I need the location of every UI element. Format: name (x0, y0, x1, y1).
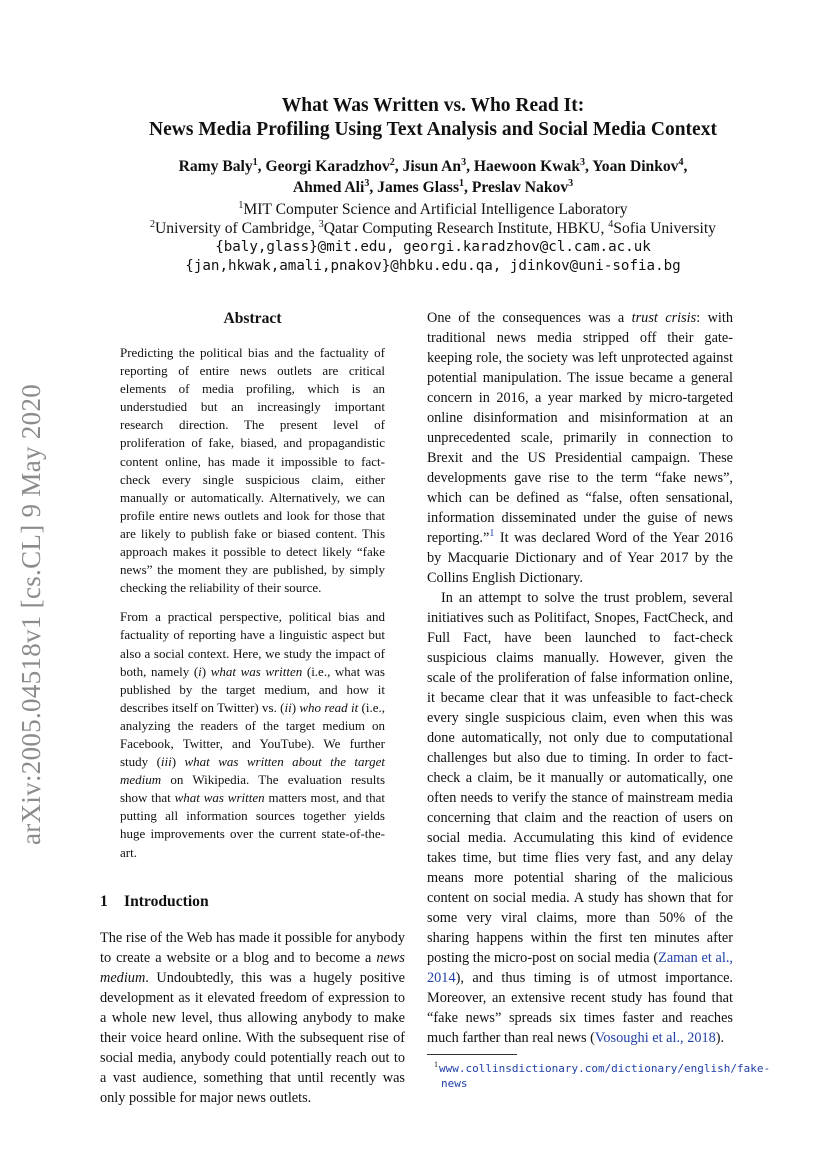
introduction-continued (427, 308, 733, 1048)
intro-paragraph-2 (427, 308, 733, 588)
text-run: ), and thus timing is of utmost importance. Moreover, an extensive recent study has found that “fake news” spreads six times faster and reaches much farther than real news ( (427, 970, 733, 1046)
footnote-mark: 1 (434, 1060, 438, 1070)
author-name: Jisun An (402, 158, 462, 175)
text-run: ) (201, 663, 211, 679)
emphasis: news medium (100, 949, 405, 986)
title-line-1: What Was Written vs. Who Read It: (281, 95, 585, 116)
author-name: Ramy Baly (178, 158, 253, 175)
text-run: . Undoubtedly, this was a hugely positive development as it elevated freedom of expression to a whole new level, thus allowing anybody to make their voice heard online. With the subsequent rise of social media, anybody could potentially reach out to a vast audience, something that until recently was only possible for major news outlets. (100, 969, 405, 1106)
abstract-heading: Abstract (223, 310, 282, 327)
author-name: Haewoon Kwak (473, 158, 581, 175)
abstract-paragraph-2 (120, 608, 385, 861)
authors-line-2: Ahmed Ali$^3$, James Glass$^1$, Preslav Nakov$^3$ (292, 177, 574, 196)
citation-link[interactable]: Zaman et al., 2014 (427, 950, 733, 986)
text-run: (i.e., analyzing the readers of the target medium on Facebook, Twitter, and YouTube). We further study ( (120, 699, 385, 770)
author-affiliation-mark: 3 (568, 177, 574, 189)
emphasis: trust crisis (631, 310, 697, 326)
affiliation-qcri: Qatar Computing Research Institute, HBKU, (323, 220, 609, 237)
text-run: : with traditional news media stripped off their gate-keeping role, the society was left unprotected against potential manipulation. The issue became a general concern in 2016, a year marked by micro-targeted online disinformation and misinformation at an unprecedented scale, primarily in connection to Brexit and the US Presidential campaign. These developments gave rise to the term “fake news”, which can be defined as “false, often sensational, information disseminated under the guise of news reporting.” (427, 310, 734, 546)
affiliation-line-2 (100, 219, 766, 238)
abstract-paragraph-1: Predicting the political bias and the factuality of reporting of entire news outlets are critical elements of media profiling, which is an understudied but an increasingly important research direction. The present level of proliferation of fake, biased, and propagandistic content online, has made it impossible to fact-check every single suspicious claim, either manually or automatically. Alternatively, we can profile entire news outlets and look for those that are likely to publish fake or biased content. This approach makes it possible to detect likely “fake news” the moment they are published, by simply checking the reliability of their source. (120, 345, 385, 596)
author-name: Georgi Karadzhov (265, 158, 390, 175)
affiliation-mark: 2 (150, 218, 156, 230)
citation-link[interactable]: Vosoughi et al., 2018 (594, 1030, 716, 1046)
text-run: The rise of the Web has made it possible for anybody to create a website or a blog and to become a (100, 929, 405, 966)
abstract-body (120, 344, 385, 862)
author-name: Preslav Nakov (471, 179, 569, 196)
emphasis: i (198, 663, 202, 679)
intro-paragraph-3 (427, 588, 733, 1048)
right-column (427, 308, 771, 1091)
text-run: One of the consequences was a (427, 310, 632, 326)
affiliation-mark: 1 (238, 199, 244, 211)
emphasis: ii (284, 699, 292, 715)
text-run: on Wikipedia. The evaluation results show that (120, 772, 385, 806)
section-title: Introduction (124, 892, 209, 910)
author-name: Ahmed Ali (292, 179, 365, 196)
email-line-2: {jan,hkwak,amali,pnakov}@hbku.edu.qa, jdinkov@uni-sofia.bg (185, 258, 681, 274)
footnote-divider (427, 1054, 517, 1055)
footnote-url-link[interactable]: www.collinsdictionary.com/dictionary/english/fake-news (439, 1062, 771, 1090)
text-run: matters most, and that putting all information sources together yields huge improvements over the current state-of-the-art. (120, 790, 385, 860)
author-affiliation-mark: 2 (389, 156, 395, 168)
author-affiliation-mark: 4 (678, 156, 684, 168)
affiliation-mark: 3 (318, 218, 324, 230)
email-line-1: {baly,glass}@mit.edu, georgi.karadzhov@cl.cam.ac.uk (215, 239, 651, 255)
introduction-body (100, 928, 405, 1108)
author-affiliation-mark: 3 (461, 156, 467, 168)
text-run: ). (715, 1030, 725, 1046)
text-run: ) (291, 699, 300, 715)
footnote (427, 1060, 771, 1091)
text-run: It was declared Word of the Year 2016 by Macquarie Dictionary and of Year 2017 by the Collins English Dictionary. (427, 530, 733, 586)
affiliation-cambridge: University of Cambridge, (155, 220, 319, 237)
author-affiliation-mark: 1 (459, 177, 465, 189)
paper-header (100, 94, 766, 276)
author-affiliation-mark: 3 (580, 156, 586, 168)
intro-paragraph-1 (100, 928, 405, 1108)
emphasis: who read it (299, 699, 359, 715)
footnote-reference[interactable]: 1 (489, 528, 495, 540)
affiliation-line-1 (100, 200, 766, 219)
emphasis: what was written (174, 790, 265, 806)
author-name: James Glass (377, 179, 460, 196)
text-run: From a practical perspective, political bias and factuality of reporting have a linguistic aspect but also a social context. Here, we study the impact of both, namely ( (120, 609, 385, 679)
authors-line-1: Ramy Baly$^1$, Georgi Karadzhov$^2$, Jisun An$^3$, Haewoon Kwak$^3$, Yoan Dinkov$^4$, (178, 156, 688, 175)
emphasis: what was written about the target medium (120, 754, 385, 788)
affiliation-sofia: Sofia University (613, 220, 716, 237)
author-affiliation-mark: 3 (364, 177, 370, 189)
affiliation-mark: 4 (608, 218, 614, 230)
affiliations (100, 200, 766, 276)
text-run: In an attempt to solve the trust problem, several initiatives such as Politifact, Snopes, FactCheck, and Full Fact, have been launched to fact-check suspicious claims manually. However, given the scale of the proliferation of false information online, it became clear that it was unfeasible to fact-check every single suspicious claim, even when this was done automatically, not only due to computational challenges but also due to timing. In order to fact-check a claim, be it manually or automatically, one often needs to verify the stance of mainstream media concerning that claim and the reaction of users on social media. Accumulating this kind of evidence takes time, but time flies very fast, and any delay means more potential sharing of the malicious content on social media. A study has shown that for some very viral claims, more than 50% of the sharing happens within the first ten minutes after posting the micro-post on social media ( (427, 590, 733, 966)
paper-title (100, 94, 766, 142)
arxiv-identifier: arXiv:2005.04518v1 [cs.CL] 9 May 2020 (16, 383, 46, 845)
emphasis: what was written (210, 663, 303, 679)
text-run: ) (171, 754, 185, 770)
title-line-2: News Media Profiling Using Text Analysis and Social Media Context (149, 119, 717, 140)
emphasis: iii (160, 754, 172, 770)
section-number: 1 (100, 892, 108, 910)
text-run: (i.e., what was published by the target medium, and how it describes itself on Twitter) vs. ( (120, 663, 385, 715)
section-heading-introduction (100, 893, 405, 911)
author-list (100, 156, 766, 198)
left-column (100, 308, 405, 1108)
author-affiliation-mark: 1 (252, 156, 258, 168)
author-name: Yoan Dinkov (592, 158, 679, 175)
affiliation-mit: MIT Computer Science and Artificial Intelligence Laboratory (243, 201, 628, 218)
